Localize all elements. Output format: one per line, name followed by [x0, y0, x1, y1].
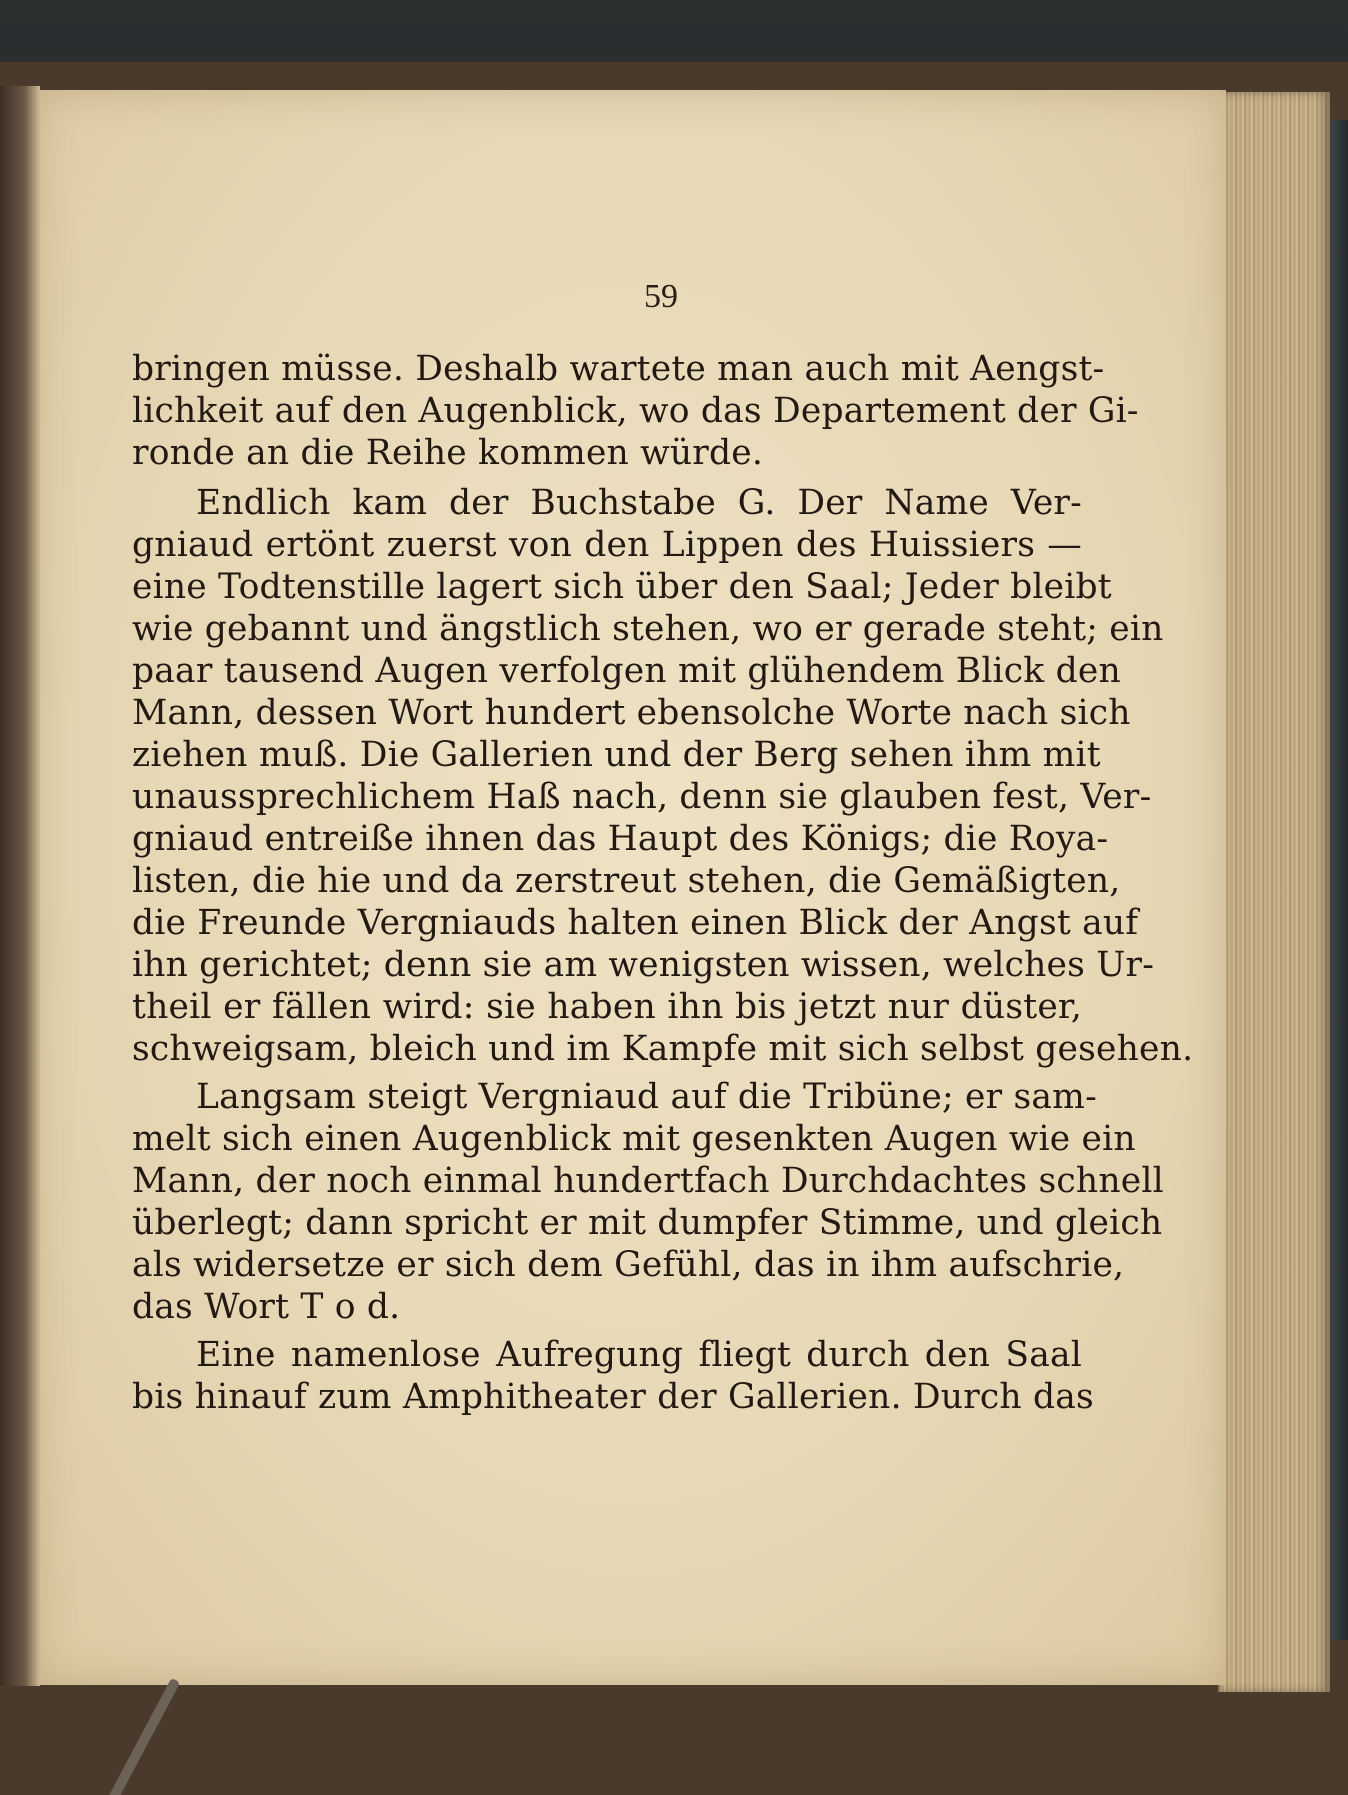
text-line: gniaud ertönt zuerst von den Lippen des Huissiers —: [132, 525, 1082, 565]
text-line: Mann, der noch einmal hundertfach Durchdachtes schnell: [132, 1161, 1164, 1201]
text-line: lichkeit auf den Augenblick, wo das Departement der Gi-: [132, 391, 1139, 431]
text-line: theil er fällen wird: sie haben ihn bis jetzt nur düster,: [132, 987, 1082, 1027]
text-line: Langsam steigt Vergniaud auf die Tribüne; er sam-: [196, 1077, 1097, 1117]
text-line: paar tausend Augen verfolgen mit glühendem Blick den: [132, 651, 1121, 691]
paragraph: [132, 482, 1194, 1070]
paragraph: [132, 1076, 1164, 1328]
text-line: bis hinauf zum Amphitheater der Gallerien. Durch das: [132, 1377, 1094, 1417]
text-line: Eine namenlose Aufregung fliegt durch den Saal: [196, 1335, 1082, 1375]
text-line: die Freunde Vergniauds halten einen Blick der Angst auf: [132, 903, 1139, 943]
paragraph: [132, 348, 1139, 474]
text-line: eine Todtenstille lagert sich über den Saal; Jeder bleibt: [132, 567, 1112, 607]
text-line: gniaud entreiße ihnen das Haupt des Königs; die Roya-: [132, 819, 1109, 859]
text-line: bringen müsse. Deshalb wartete man auch mit Aengst-: [132, 349, 1105, 389]
paragraph: [132, 1334, 1094, 1418]
text-line: Endlich kam der Buchstabe G. Der Name Ver-: [196, 483, 1082, 523]
book-page: [36, 90, 1226, 1685]
text-line: listen, die hie und da zerstreut stehen, die Gemäßigten,: [132, 861, 1121, 901]
text-line: ziehen muß. Die Gallerien und der Berg sehen ihm mit: [132, 735, 1101, 775]
text-line: ihn gerichtet; denn sie am wenigsten wissen, welches Ur-: [132, 945, 1155, 985]
text-line: überlegt; dann spricht er mit dumpfer Stimme, und gleich: [132, 1203, 1163, 1243]
text-line: schweigsam, bleich und im Kampfe mit sich selbst gesehen.: [132, 1029, 1194, 1069]
text-line: ronde an die Reihe kommen würde.: [132, 433, 764, 473]
text-line: unaussprechlichem Haß nach, denn sie glauben fest, Ver-: [132, 777, 1152, 817]
body-text: [132, 348, 1194, 1418]
page-edges: [1218, 92, 1330, 1692]
text-line: das Wort T o d.: [132, 1287, 401, 1327]
text-line: wie gebannt und ängstlich stehen, wo er gerade steht; ein: [132, 609, 1164, 649]
page-number: 59: [644, 278, 678, 315]
text-line: als widersetze er sich dem Gefühl, das in ihm aufschrie,: [132, 1245, 1125, 1285]
text-line: Mann, dessen Wort hundert ebensolche Worte nach sich: [132, 693, 1131, 733]
text-line: melt sich einen Augenblick mit gesenkten Augen wie ein: [132, 1119, 1136, 1159]
